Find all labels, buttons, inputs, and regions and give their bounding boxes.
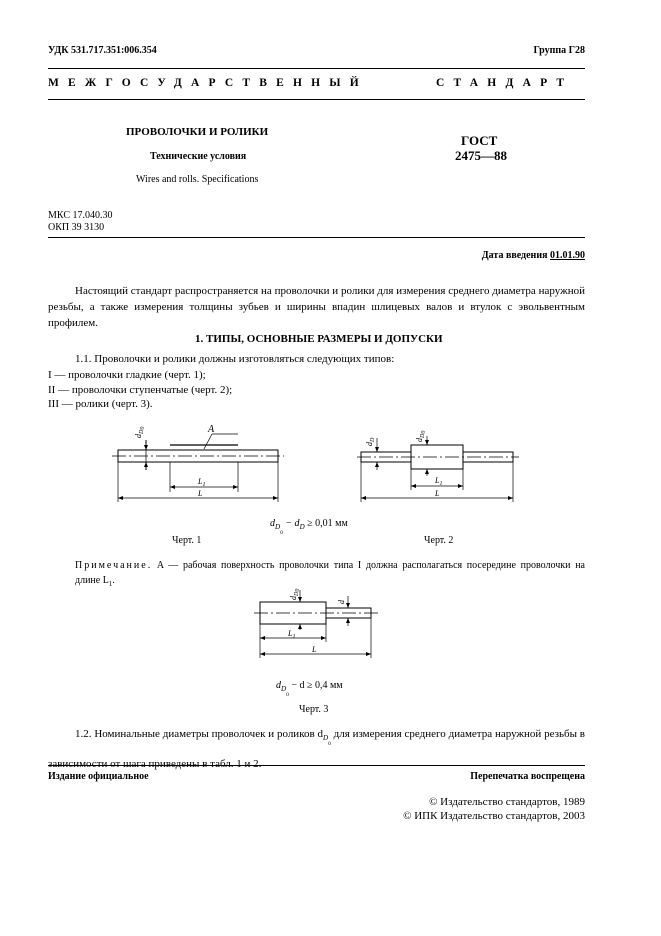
document-title: ПРОВОЛОЧКИ И РОЛИКИ [126,126,269,138]
intro-date [482,250,585,261]
banner-left: МЕЖГОСУДАРСТВЕННЫЙ [48,77,368,89]
english-title: Wires and rolls. Specifications [136,174,259,185]
type-2: II — проволочки ступенчатые (черт. 2); [48,384,233,396]
banner-right: СТАНДАРТ [436,77,574,89]
label-dD-2: $d_D$ [365,437,376,446]
formula-3: $d_{D_0} - d \ge 0,4$ мм [276,680,343,698]
mks-code: МКС 17.040.30 [48,210,113,221]
paragraph-1-1: 1.1. Проволочки и ролики должны изготовляться следующих типов: [75,353,395,365]
copyright-1989: © Издательство стандартов, 1989 [429,796,585,808]
header-rule-bottom [48,99,585,100]
footer-rule [48,765,585,766]
label-dD0-1: $d_D0$ [134,426,146,438]
paragraph-1-2: 1.2. Номинальные диаметры проволочек и роликов $d_{D_0}$ для измерения среднего диаметра наружной резьбы в зависимости от шага приведены в табл. 1 и 2. [48,728,585,770]
document-subtitle: Технические условия [150,151,247,162]
label-d-3: d [337,600,346,604]
header-rule-top [48,68,585,69]
intro-paragraph: Настоящий стандарт распространяется на проволочки и ролики для измерения среднего диаметра наружной резьбы, а также измерения толщины зубьев и ширины впадин шлицевых валов и втулок с эвольвентным профилем. [48,285,585,329]
section-heading: 1. ТИПЫ, ОСНОВНЫЕ РАЗМЕРЫ И ДОПУСКИ [195,333,443,345]
type-3: III — ролики (черт. 3). [48,398,153,410]
okp-code: ОКП 39 3130 [48,222,105,233]
label-L-1: L [198,489,203,498]
drawing-3 [250,582,385,662]
caption-drawing-1: Черт. 1 [172,535,202,546]
official-edition: Издание официальное [48,771,149,782]
label-L1-2: $L_1$ [435,476,443,487]
drawing-2 [355,418,525,508]
label-A: A [208,424,215,435]
caption-drawing-2: Черт. 2 [424,535,454,546]
copyright-2003: © ИПК Издательство стандартов, 2003 [403,810,585,822]
label-dD0-3: $d_D0$ [289,588,301,600]
drawing-1 [108,412,288,512]
label-L1-3: $L_1$ [288,629,296,640]
note-lead: Примечание. [75,560,153,571]
label-dD0-2: $d_D0$ [415,430,427,442]
label-L-3: L [312,645,317,654]
gost-label: ГОСТ [461,133,498,148]
udk-code: УДК 531.717.351:006.354 [48,45,157,56]
caption-drawing-3: Черт. 3 [299,704,329,715]
type-1: I — проволочки гладкие (черт. 1); [48,369,206,381]
codes-rule [48,237,585,238]
gost-number: 2475—88 [455,148,507,163]
intro-date-value: 01.01.90 [550,250,585,261]
note-paragraph: Примечание. A — рабочая поверхность проволочки типа I должна располагаться посередине проволочки на длине $L_1$. [75,560,585,588]
label-L1-1: $L_1$ [198,477,206,488]
intro-date-label: Дата введения [481,250,548,261]
formula-1-2: $d_{D_0} - d_D \ge 0,01$ мм [270,518,348,536]
reprint-notice: Перепечатка воспрещена [470,771,585,782]
label-L-2: L [435,489,440,498]
group-code: Группа Г28 [533,45,585,56]
